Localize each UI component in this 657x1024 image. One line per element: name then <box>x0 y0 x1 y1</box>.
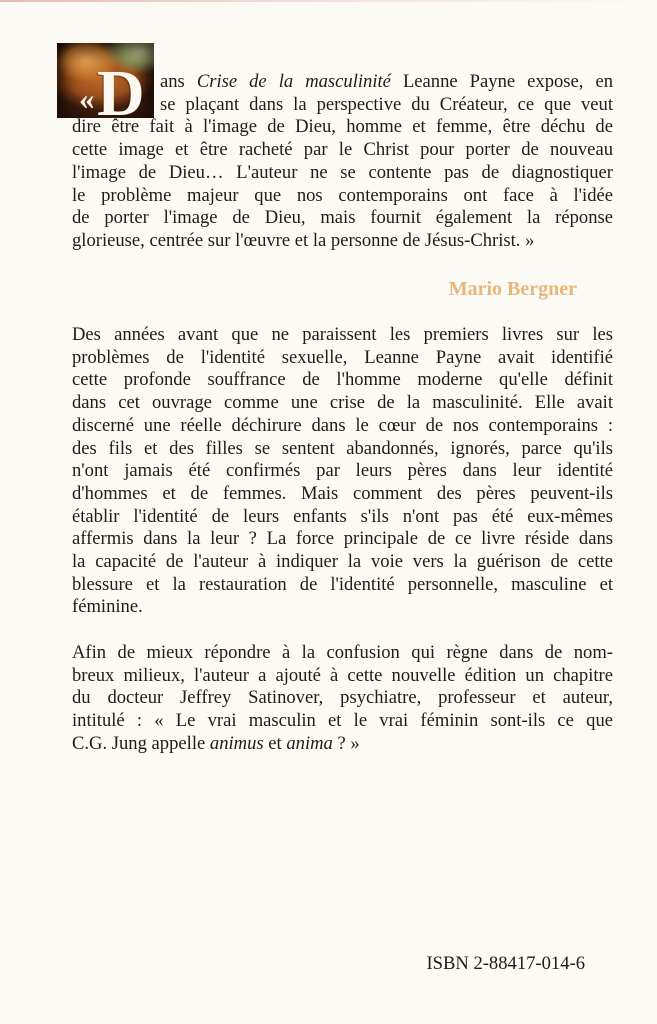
text-line: la capacité de l'auteur à indiquer la voie vers la guérison de cette <box>72 551 613 573</box>
body-paragraph-1 <box>72 324 613 619</box>
isbn-label: ISBN 2-88417-014-6 <box>426 953 585 974</box>
text-line: n'ont jamais été confirmés par leurs pères dans leur identité <box>72 460 613 482</box>
text-line: Afin de mieux répondre à la confusion qui règne dans de nom- <box>72 642 613 663</box>
text-line: dans cet ouvrage comme une crise de la masculinité. Elle avait <box>72 392 613 414</box>
text-line: discerné une réelle déchirure dans le cœur de nos contemporains : <box>72 414 613 436</box>
text-line: C.G. Jung appelle animus et anima ? » <box>72 732 360 754</box>
text-line: féminine. <box>72 596 143 618</box>
text-line: cette image et être racheté par le Christ pour porter de nouveau <box>72 139 613 161</box>
quote-paragraph <box>72 71 613 253</box>
body-paragraph-2 <box>72 642 613 756</box>
text-line: d'hommes et de femmes. Mais comment des pères peuvent-ils <box>72 482 613 504</box>
text-line: de porter l'image de Dieu, mais fournit également la réponse <box>72 207 613 229</box>
text-line: problèmes de l'identité sexuelle, Leanne Payne avait identifié <box>72 346 613 368</box>
opening-guillemet: « <box>79 81 95 116</box>
text-line: dire être fait à l'image de Dieu, homme et femme, être déchu de <box>72 116 613 138</box>
text-line: se plaçant dans la perspective du Créateur, ce que veut <box>160 93 613 115</box>
text-line: le problème majeur que nos contemporains ont face à l'idée <box>72 184 613 206</box>
text-line: établir l'identité de leurs enfants s'ils n'ont pas été eux-mêmes <box>72 505 613 527</box>
text-line: glorieuse, centrée sur l'œuvre et la personne de Jésus-Christ. » <box>72 229 535 251</box>
text-line: des fils et des filles se sentent abandonnés, ignorés, parce qu'ils <box>72 437 613 459</box>
text-line: l'image de Dieu… L'auteur ne se contente pas de diagnostiquer <box>72 161 613 183</box>
text-line: cette profonde souffrance de l'homme moderne qu'elle définit <box>72 369 613 391</box>
text-line: Des années avant que ne paraissent les premiers livres sur les <box>72 324 613 345</box>
text-line: affermis dans la leur ? La force principale de ce livre réside dans <box>72 528 613 550</box>
text-line: breux milieux, l'auteur a ajouté à cette nouvelle édition un chapitre <box>72 664 613 686</box>
text-line: blessure et la restauration de l'identité personnelle, masculine et <box>72 573 613 595</box>
quote-attribution: Mario Bergner <box>448 278 577 300</box>
text-line: intitulé : « Le vrai masculin et le vrai féminin sont-ils ce que <box>72 710 613 732</box>
text-line: du docteur Jeffrey Satinover, psychiatre, professeur et auteur, <box>72 687 613 709</box>
drop-cap-letter: D <box>97 57 145 130</box>
scan-artifact-top <box>0 0 657 2</box>
text-line: ans Crise de la masculinité Leanne Payne expose, en <box>160 71 613 92</box>
